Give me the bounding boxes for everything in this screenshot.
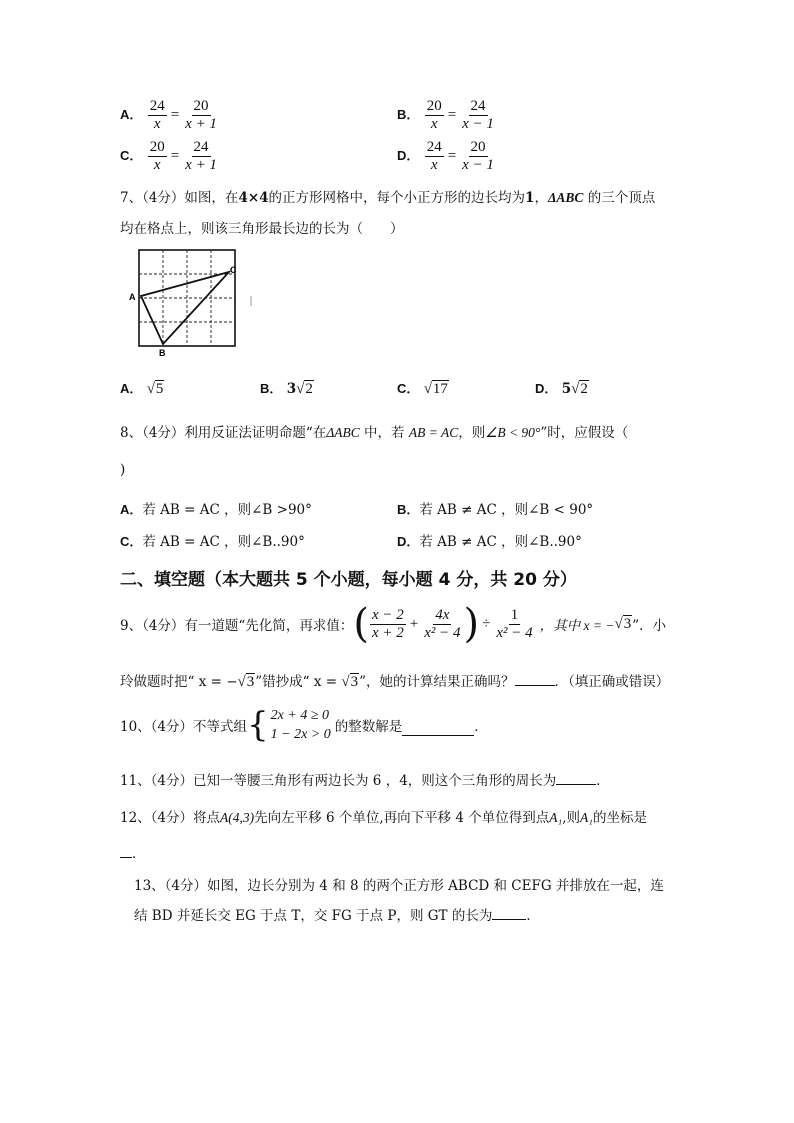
answer-blank[interactable] xyxy=(402,735,474,736)
q13-stem-line1: 13、（4分）如图，边长分别为 4 和 8 的两个正方形 ABCD 和 CEFG 并排放在一起，连 xyxy=(134,878,664,894)
vertex-label-c: C xyxy=(230,265,237,275)
left-paren: ( xyxy=(353,601,369,647)
answer-blank[interactable] xyxy=(120,857,132,858)
q12-stem-line1: 12、（4分）将点A(4,3)先向左平移 6 个单位,再向下平移 4 个单位得到点A₁,则A₁的坐标是 xyxy=(120,810,647,826)
q12-stem-line2: ． xyxy=(120,842,146,862)
option-label: C． xyxy=(120,534,143,549)
q9-stem-line1: 9、（4分）有一道题“先化简，再求值： ( $\frac{x - 2}{x + 2}$ + $\frac{4x}{\text{x² − 4}}$ ) ÷ $\frac{1}{\text{x² − 4}}$ ，其中 x = − √3 ”．小 xyxy=(120,601,667,647)
right-paren: ) xyxy=(463,601,480,647)
option-label: D． xyxy=(397,148,420,163)
q11-stem: 11、（4分）已知一等腰三角形有两边长为 6 ，4，则这个三角形的周长为 ． xyxy=(120,773,610,789)
answer-blank[interactable] xyxy=(556,784,596,785)
fraction: $\frac{24}{x}$ xyxy=(149,98,165,132)
q8-stem-line1: 8、（4分）利用反证法证明命题“在ΔABC 中，若 AB = AC，则∠B < 90°”时，应假设（ xyxy=(120,425,629,441)
q8-option-b: B．若 AB ≠ AC ，则∠B < 90° xyxy=(397,502,594,518)
vertex-label-b: B xyxy=(159,348,166,358)
fraction: $\frac{24}{x}$ xyxy=(426,139,442,173)
q6-option-c: C． $\frac{20}{x}$ = $\frac{24}{x + 1}$ xyxy=(120,139,217,173)
q9-stem-line2: 玲做题时把“ x = −√3”错抄成“ x = √3”，她的计算结果正确吗？ ．（填正确或错误） xyxy=(120,674,670,690)
inequality-system: { 2x + 4 ≥ 0 1 − 2x > 0 xyxy=(247,705,331,745)
radical: √3 xyxy=(341,674,359,690)
left-brace: { xyxy=(247,705,269,745)
option-label: D． xyxy=(397,534,420,549)
fraction: $\frac{4x}{\text{x² − 4}}$ xyxy=(424,606,461,641)
fraction: $\frac{x - 2}{x + 2}$ xyxy=(371,606,404,641)
radical: √17 xyxy=(423,381,448,397)
radical: √3 xyxy=(237,674,255,690)
q7-option-b: B． 3√2 xyxy=(260,381,313,397)
q8-option-d: D．若 AB ≠ AC ，则∠B..90° xyxy=(397,534,582,550)
q8-option-c: C．若 AB = AC ，则∠B..90° xyxy=(120,534,305,550)
fraction: $\frac{20}{x + 1}$ xyxy=(185,98,217,132)
vertex-label-a: A xyxy=(129,292,136,302)
q10-stem: 10、（4分）不等式组 { 2x + 4 ≥ 0 1 − 2x > 0 的整数解是 ． xyxy=(120,705,488,745)
q6-option-a: A． $\frac{24}{x}$ = $\frac{20}{x + 1}$ xyxy=(120,98,217,132)
q7-grid-figure xyxy=(126,248,254,358)
q7-option-a xyxy=(120,378,164,398)
option-label: C． xyxy=(120,148,143,163)
q13-stem-line2: 结 BD 并延长交 EG 于点 T，交 FG 于点 P，则 GT 的长为 ． xyxy=(134,908,540,924)
q6-option-b: B． $\frac{20}{x}$ = $\frac{24}{x - 1}$ xyxy=(397,98,494,132)
option-label: A． xyxy=(120,381,143,396)
section-heading: 二、填空题（本大题共 5 个小题，每小题 4 分，共 20 分） xyxy=(120,570,577,590)
fraction: $\frac{24}{x - 1}$ xyxy=(462,98,494,132)
option-label: D． xyxy=(535,381,558,396)
q8-option-a: A．若 AB = AC ，则∠B >90° xyxy=(120,502,312,518)
triangle-abc xyxy=(141,272,229,344)
fraction: $\frac{20}{x}$ xyxy=(426,98,442,132)
option-label: A． xyxy=(120,502,143,517)
q6-option-d: D． $\frac{24}{x}$ = $\frac{20}{x - 1}$ xyxy=(397,139,494,173)
option-label: C． xyxy=(397,381,420,396)
q7-option-d: D． 5√2 xyxy=(535,381,588,397)
radical: √5 xyxy=(146,381,164,397)
fraction: $\frac{1}{\text{x² − 4}}$ xyxy=(496,606,533,641)
q7-stem-line2: 均在格点上，则该三角形最长边的长为（ ） xyxy=(120,221,404,237)
radical: √2 xyxy=(296,381,313,397)
answer-blank[interactable] xyxy=(515,685,555,686)
radical: √3 xyxy=(614,615,632,632)
answer-blank[interactable] xyxy=(492,919,526,920)
q8-stem-line2: ) xyxy=(120,462,126,478)
option-label: B． xyxy=(397,502,420,517)
option-label: A． xyxy=(120,107,143,122)
fraction: $\frac{20}{x}$ xyxy=(149,139,165,173)
q7-stem-line1: 7、（4分）如图，在4×4的正方形网格中，每个小正方形的边长均为1，ΔABC 的三个顶点 xyxy=(120,190,656,206)
option-label: B． xyxy=(397,107,420,122)
radical: √2 xyxy=(571,381,588,397)
grid-lines xyxy=(139,250,235,346)
fraction: $\frac{24}{x + 1}$ xyxy=(185,139,217,173)
fraction: $\frac{20}{x - 1}$ xyxy=(462,139,494,173)
q7-option-c xyxy=(397,378,449,398)
option-label: B． xyxy=(260,381,283,396)
